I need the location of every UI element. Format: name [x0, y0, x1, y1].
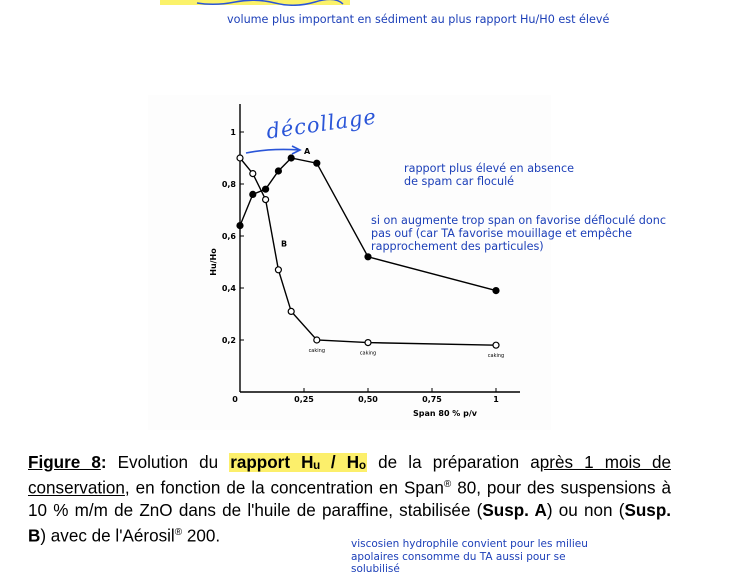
- series-label-a: A: [304, 147, 311, 157]
- x-axis-label: Span 80 % p/v: [413, 409, 477, 418]
- registered-mark-1: ®: [443, 479, 452, 490]
- data-point-b: [250, 171, 256, 177]
- caption-text-2: de la préparation a: [367, 453, 540, 472]
- note-b: si on augmente trop span on favorise défloculé donc pas ouf (car TA favorise mouillage et empêche rapprochement des particules): [371, 214, 666, 253]
- data-point-a: [288, 155, 294, 161]
- caption-text-7: 200.: [182, 526, 221, 546]
- top-note: volume plus important en sédiment au plus rapport Hu/H0 est élevé: [227, 13, 610, 26]
- caption-text-3: , en fonction de la concentration en Span: [124, 478, 444, 498]
- x-tick-label: 0,50: [358, 395, 378, 404]
- caption-highlight: rapport Hᵤ / Hₒ: [230, 453, 367, 472]
- caption-susp-a: Susp. A: [482, 500, 547, 520]
- caption-text-6: ) avec de l'Aérosil: [40, 526, 175, 546]
- data-point-a: [275, 168, 281, 174]
- data-point-a: [314, 160, 320, 166]
- data-point-a: [237, 223, 243, 229]
- caking-label: caking: [308, 348, 326, 354]
- caption-underlined-2: conservation: [28, 478, 125, 498]
- caption-colon: :: [100, 453, 107, 472]
- y-tick-label: 0,8: [221, 180, 236, 189]
- data-point-a: [493, 288, 499, 294]
- data-point-b: [493, 342, 499, 348]
- caption-susp-b: Susp. B: [28, 500, 672, 546]
- data-point-b: [365, 340, 371, 346]
- x-tick-label: 1: [493, 395, 499, 404]
- y-tick-label: 0,2: [221, 336, 236, 345]
- data-point-b: [275, 267, 281, 273]
- figure-caption: [28, 452, 671, 547]
- data-point-b: [263, 197, 269, 203]
- data-point-b: [314, 337, 320, 343]
- x-tick-label: 0,25: [294, 395, 314, 404]
- caption-text-1: Evolution du: [106, 453, 230, 472]
- note-a: rapport plus élevé en absence de spam car floculé: [404, 162, 574, 188]
- handwritten-annotation: décollage: [264, 104, 379, 144]
- registered-mark-2: ®: [174, 526, 183, 538]
- caking-label: caking: [487, 353, 505, 360]
- figure-label: Figure 8: [28, 453, 101, 472]
- note-bottom: viscosien hydrophile convient pour les milieu apolaires consomme du TA aussi pour se solubilisé: [351, 538, 588, 575]
- data-point-a: [263, 186, 269, 192]
- data-point-a: [365, 254, 371, 260]
- series-label-b: B: [281, 239, 288, 249]
- y-tick-label: 1: [230, 128, 236, 137]
- caking-label: caking: [359, 350, 377, 357]
- caption-underlined-1: près 1 mois de: [539, 453, 671, 472]
- y-tick-label: 0,4: [221, 284, 236, 293]
- caption-text-4: 80, pour des suspensions à 10 % m/m de ZnO dans de l'huile de paraffine, stabilisée (: [28, 478, 671, 520]
- y-axis-label: Hu/Ho: [209, 248, 218, 276]
- data-point-b: [237, 155, 243, 161]
- data-point-a: [250, 191, 256, 197]
- y-tick-label: 0,6: [221, 232, 236, 241]
- x-tick-label: 0: [232, 395, 238, 404]
- x-tick-label: 0,75: [422, 395, 442, 404]
- caption-text-5: ) ou non (: [546, 500, 625, 520]
- data-point-b: [288, 308, 294, 314]
